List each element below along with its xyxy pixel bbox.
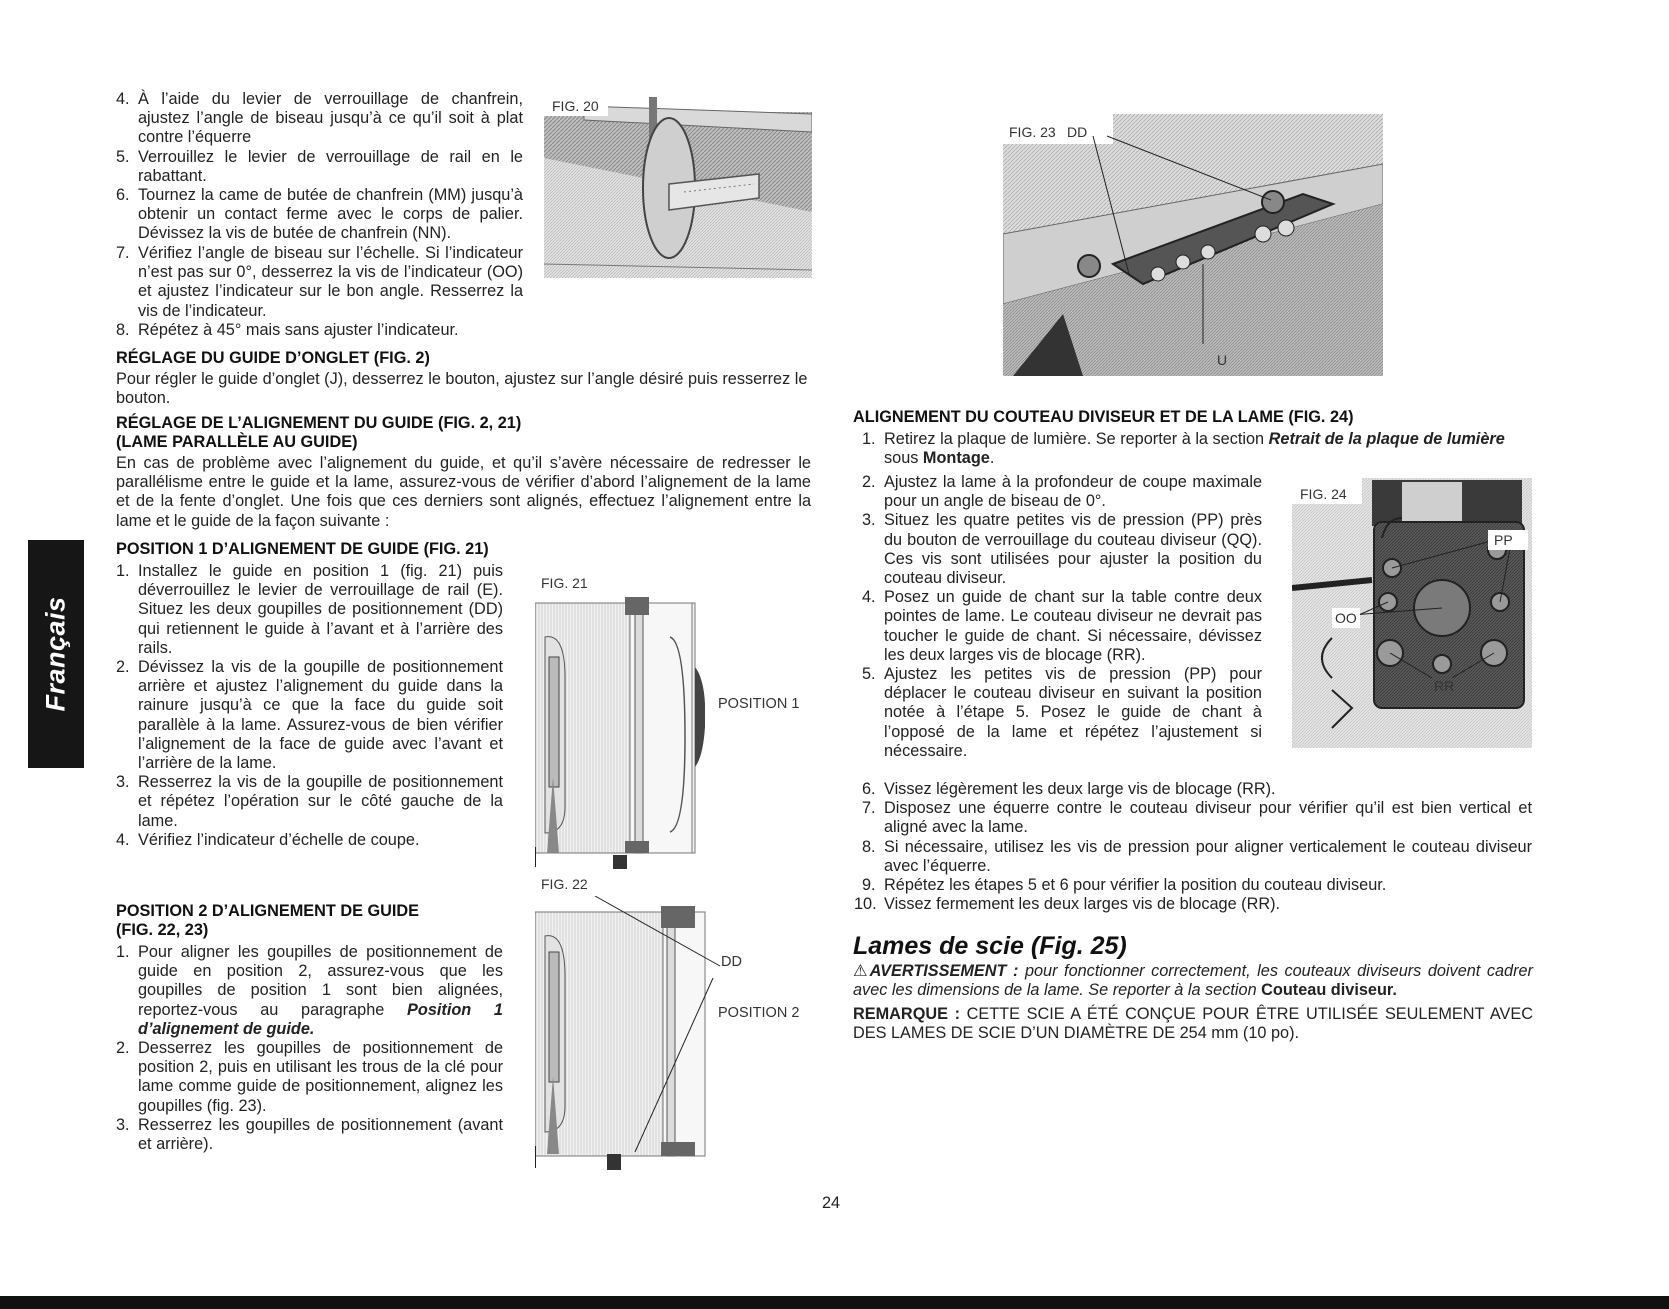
figure-21-illustration — [535, 597, 705, 869]
list-item: 1. Retirez la plaque de lumière. Se reporter à la section Retrait de la plaque de lumière sous Montage. — [862, 430, 1505, 468]
list-item: 1. Installez le guide en position 1 (fig. 21) puis déverrouillez le levier de verrouillage de rail (E). Situez les deux goupilles de positionnement (DD) qui retiennent le guide à l’avant et à l’arrière des rails. — [116, 562, 503, 657]
figure-23 — [1003, 114, 1383, 376]
list-item: 6. Vissez légèrement les deux large vis de blocage (RR). — [862, 780, 1276, 798]
figure-23-illustration — [1003, 114, 1383, 376]
position2-caption: POSITION 2 — [718, 1005, 800, 1021]
list-item: 4. Posez un guide de chant sur la table contre deux pointes de lame. Le couteau diviseur ne devrait pas toucher le guide de chant. Si nécessaire, dévissez les deux larges vis de blocage (RR). — [862, 588, 1262, 664]
fig-23-u-label: U — [1217, 352, 1228, 368]
fig-22-label: FIG. 22 — [541, 876, 588, 892]
list-item: 1. Pour aligner les goupilles de positionnement de guide en position 2, assurez-vous que les goupilles de position 1 sont bien alignées, reportez-vous au paragraphe Position 1 d’alignement de guide. — [116, 943, 503, 1038]
list-item: 5. Verrouillez le levier de verrouillage de rail en le rabattant. — [116, 147, 523, 185]
page-number: 24 — [822, 1194, 841, 1212]
saw-blades-heading: Lames de scie (Fig. 25) — [853, 932, 1127, 960]
fig-20-label: FIG. 20 — [552, 98, 599, 114]
fig-24-pp-label: PP — [1494, 532, 1513, 548]
list-item: 4. Vérifiez l’indicateur d’échelle de coupe. — [116, 830, 420, 849]
list-item: 3. Resserrez les goupilles de positionnement (avant et arrière). — [116, 1115, 503, 1154]
fig-21-label: FIG. 21 — [541, 575, 588, 591]
fig-24-rr-label: RR — [1434, 678, 1455, 694]
list-item: 8. Répétez à 45° mais sans ajuster l’indicateur. — [116, 320, 459, 339]
riving-heading: ALIGNEMENT DU COUTEAU DIVISEUR ET DE LA LAME (FIG. 24) — [853, 408, 1354, 426]
list-item: 7. Disposez une équerre contre le couteau diviseur pour vérifier qu’il est bien vertical et aligné avec la lame. — [862, 799, 1532, 837]
list-item: 8. Si nécessaire, utilisez les vis de pression pour aligner verticalement le couteau diviseur avec l’équerre. — [862, 837, 1532, 875]
figure-22-illustration — [535, 896, 735, 1172]
fig-24-label: FIG. 24 — [1300, 486, 1347, 502]
list-item: 5. Ajustez les petites vis de pression (PP) pour déplacer le couteau diviseur en suivant la position notée à l’étape 5. Posez le guide de chant à l’opposé de la lame et répétez l’ajustement si nécessaire. — [862, 665, 1262, 760]
riving-steps-wide — [854, 780, 1532, 914]
miter-text: Pour régler le guide d’onglet (J), desserrez le bouton, ajustez sur l’angle désiré puis resserrez le bouton. — [116, 370, 808, 408]
warning-paragraph: ⚠AVERTISSEMENT : pour fonctionner correctement, les couteaux diviseurs doivent cadrer avec les dimensions de la lame. Se reporter à la section Couteau diviseur. — [853, 962, 1533, 1000]
list-item: 7. Vérifiez l’angle de biseau sur l’échelle. Si l’indicateur n’est pas sur 0°, desserrez la vis de l’indicateur (OO) et ajustez l’indicateur sur le bon angle. Resserrez la vis de l’indicateur. — [116, 244, 523, 320]
bevel-steps-list-cont — [116, 244, 523, 340]
language-side-tab — [28, 540, 84, 768]
list-item: 9. Répétez les étapes 5 et 6 pour vérifier la position du couteau diviseur. — [862, 876, 1387, 895]
fence-align-heading: RÉGLAGE DE L’ALIGNEMENT DU GUIDE (FIG. 2, 21) — [116, 414, 522, 432]
fig-23-dd-label: DD — [1067, 124, 1088, 140]
bottom-rule — [0, 1296, 1669, 1309]
list-item: 2. Ajustez la lame à la profondeur de coupe maximale pour un angle de biseau de 0°. — [862, 473, 1262, 511]
fig-23-label: FIG. 23 — [1009, 124, 1056, 140]
figure-24-illustration — [1292, 478, 1532, 748]
fig-24-oo-label: OO — [1335, 610, 1357, 626]
position2-subheading: (FIG. 22, 23) — [116, 921, 209, 939]
figure-24 — [1292, 478, 1532, 748]
position1-steps — [116, 562, 503, 850]
list-item: 3. Resserrez la vis de la goupille de positionnement et répétez l’opération sur le côté gauche de la lame. — [116, 773, 503, 830]
figure-20-illustration — [544, 92, 812, 278]
position1-heading: POSITION 1 D’ALIGNEMENT DE GUIDE (FIG. 21) — [116, 540, 489, 558]
riving-steps-narrow — [862, 473, 1262, 761]
fence-align-subheading: (LAME PARALLÈLE AU GUIDE) — [116, 433, 358, 451]
list-item: 3. Situez les quatre petites vis de pression (PP) près du bouton de verrouillage du couteau diviseur (QQ). Ces vis sont utilisées pour ajuster la position du couteau diviseur. — [862, 511, 1262, 588]
position2-steps — [116, 943, 503, 1154]
figure-20 — [544, 92, 812, 278]
list-item: 2. Desserrez les goupilles de positionnement de position 2, puis en utilisant les trous de la clé pour lame comme guide de positionnement, alignez les goupilles (fig. 23). — [116, 1039, 503, 1115]
position2-heading: POSITION 2 D’ALIGNEMENT DE GUIDE — [116, 902, 420, 920]
fig-22-dd-label: DD — [721, 954, 742, 970]
riving-step-1 — [862, 430, 1532, 468]
bevel-steps-list — [116, 90, 523, 244]
fence-align-text: En cas de problème avec l’alignement du guide, et qu’il s’avère nécessaire de redresser le parallélisme entre le guide et la lame, assurez-vous de vérifier d’abord l’alignement de la lame et de la fente d’onglet. Une fois que ces derniers sont alignés, effectuez l’alignement entre la lame et le guide de la façon suivante : — [116, 454, 811, 530]
list-item: 2. Dévissez la vis de la goupille de positionnement arrière et ajustez l’alignement du guide dans la rainure jusqu’à ce que la face du guide soit parallèle à la lame. Assurez-vous de bien vérifier l’alignement de la face de guide avec l’avant et l’arrière de la lame. — [116, 658, 503, 773]
note-paragraph: REMARQUE : CETTE SCIE A ÉTÉ CONÇUE POUR ÊTRE UTILISÉE SEULEMENT AVEC DES LAMES DE SCIE D’UN DIAMÈTRE DE 254 mm (10 po). — [853, 1005, 1534, 1043]
language-label: Français — [40, 596, 71, 712]
list-item: 10. Vissez fermement les deux larges vis de blocage (RR). — [854, 895, 1281, 914]
position1-caption: POSITION 1 — [718, 696, 800, 712]
warning-icon: ⚠ — [853, 962, 870, 980]
list-item: 4. À l’aide du levier de verrouillage de chanfrein, ajustez l’angle de biseau jusqu’à ce qu’il soit à plat contre l’équerre — [116, 90, 523, 147]
list-item: 6. Tournez la came de butée de chanfrein (MM) jusqu’à obtenir un contact ferme avec le corps de palier. Dévissez la vis de butée de chanfrein (NN). — [116, 186, 523, 243]
miter-heading: RÉGLAGE DU GUIDE D’ONGLET (FIG. 2) — [116, 349, 430, 367]
